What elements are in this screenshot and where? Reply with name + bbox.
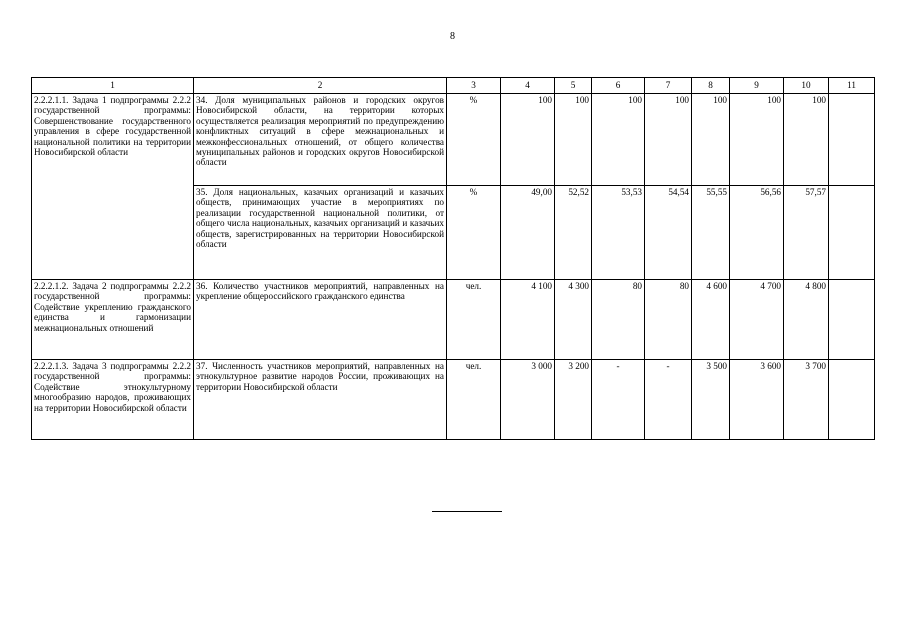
value-cell: 100 (555, 94, 592, 186)
value-cell: 3 000 (501, 360, 555, 440)
value-cell: 4 800 (784, 280, 829, 360)
value-cell: 80 (592, 280, 645, 360)
value-cell: 4 700 (730, 280, 784, 360)
value-cell: 3 700 (784, 360, 829, 440)
indicators-table (31, 77, 875, 440)
footer-divider (432, 511, 502, 512)
unit-cell: % (447, 186, 501, 280)
indicator-name: 35. Доля национальных, казачьих организаций и казачьих обществ, принимающих участие в мероприятиях по реализации государственной национальной политики, от общего числа национальных, казачьих организаций и казачьих обществ, зарегистрированных на территории Новосибирской области (194, 186, 447, 280)
unit-cell: % (447, 94, 501, 186)
value-cell: 3 200 (555, 360, 592, 440)
value-cell (829, 280, 875, 360)
value-cell: 52,52 (555, 186, 592, 280)
value-cell: 3 500 (692, 360, 730, 440)
value-cell: - (645, 360, 692, 440)
value-cell: 100 (501, 94, 555, 186)
value-cell: - (592, 360, 645, 440)
value-cell: 100 (784, 94, 829, 186)
column-header: 2 (194, 78, 447, 94)
column-header: 7 (645, 78, 692, 94)
column-header: 9 (730, 78, 784, 94)
column-header: 5 (555, 78, 592, 94)
table-row (32, 94, 875, 186)
value-cell: 100 (592, 94, 645, 186)
unit-cell: чел. (447, 280, 501, 360)
table-row (32, 360, 875, 440)
value-cell: 57,57 (784, 186, 829, 280)
value-cell: 80 (645, 280, 692, 360)
column-header: 8 (692, 78, 730, 94)
value-cell: 100 (645, 94, 692, 186)
task-cell: 2.2.2.1.2. Задача 2 подпрограммы 2.2.2 государственной программы: Содействие укреплению гражданского единства и гармонизации межнациональных отношений (32, 280, 194, 360)
value-cell (829, 360, 875, 440)
column-header: 6 (592, 78, 645, 94)
value-cell (829, 186, 875, 280)
value-cell: 55,55 (692, 186, 730, 280)
value-cell: 4 300 (555, 280, 592, 360)
task-cell: 2.2.2.1.3. Задача 3 подпрограммы 2.2.2 государственной программы: Содействие этнокультурному многообразию народов, проживающих на территории Новосибирской области (32, 360, 194, 440)
indicator-name: 37. Численность участников мероприятий, направленных на этнокультурное развитие народов России, проживающих на территории Новосибирской области (194, 360, 447, 440)
value-cell: 4 100 (501, 280, 555, 360)
column-header: 4 (501, 78, 555, 94)
header-row (32, 78, 875, 94)
column-header: 1 (32, 78, 194, 94)
value-cell: 4 600 (692, 280, 730, 360)
value-cell: 3 600 (730, 360, 784, 440)
indicator-name: 34. Доля муниципальных районов и городских округов Новосибирской области, на территории которых осуществляется реализация мероприятий по предупреждению конфликтных ситуаций в сфере межнациональных и межконфессиональных отношений, от общего количества муниципальных районов и городских округов Новосибирской области (194, 94, 447, 186)
value-cell: 53,53 (592, 186, 645, 280)
indicator-name: 36. Количество участников мероприятий, направленных на укрепление общероссийского гражданского единства (194, 280, 447, 360)
value-cell: 100 (730, 94, 784, 186)
column-header: 10 (784, 78, 829, 94)
column-header: 3 (447, 78, 501, 94)
value-cell: 54,54 (645, 186, 692, 280)
column-header: 11 (829, 78, 875, 94)
table-row (32, 280, 875, 360)
value-cell (829, 94, 875, 186)
value-cell: 56,56 (730, 186, 784, 280)
unit-cell: чел. (447, 360, 501, 440)
page-number: 8 (450, 31, 455, 42)
value-cell: 100 (692, 94, 730, 186)
value-cell: 49,00 (501, 186, 555, 280)
task-cell: 2.2.2.1.1. Задача 1 подпрограммы 2.2.2 государственной программы: Совершенствование государственного управления в сфере государственной национальной политики на территории Новосибирской области (32, 94, 194, 280)
